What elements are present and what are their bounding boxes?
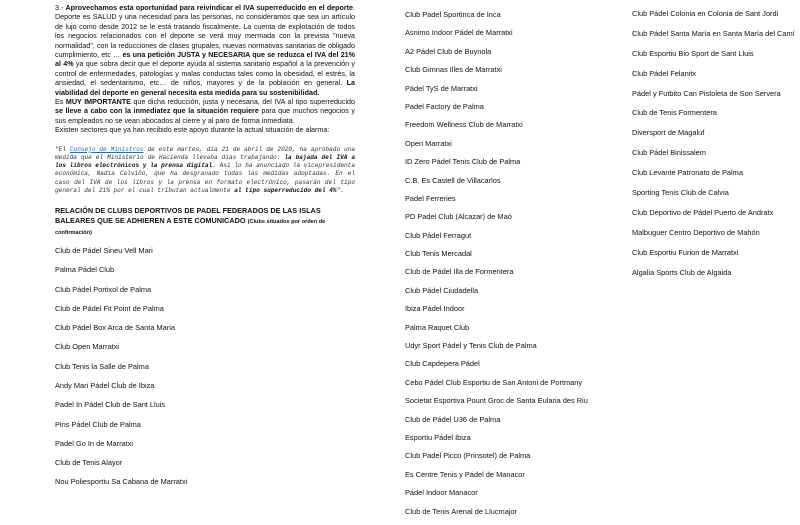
club-list-item: Club Tenis la Salle de Palma — [55, 361, 149, 371]
middle-column — [405, 10, 615, 525]
clubs-section-title — [55, 206, 355, 238]
club-list-column-2 — [405, 10, 615, 525]
club-list-item: Pádel y Futbito Can Pistoleta de Son Servera — [632, 88, 781, 98]
club-list-item: Diversport de Magaluf — [632, 128, 705, 138]
club-list-item: Club Padel Sportinca de Inca — [405, 10, 501, 19]
paragraph-iva-claim — [55, 4, 355, 98]
club-list-item: Cebo Pádel Club Esportiu de San Antoni de Portmany — [405, 377, 583, 387]
consejo-ministros-link[interactable]: Consejo de Ministros — [69, 145, 144, 153]
club-list-item: Club Pádel Box Arca de Santa Maria — [55, 323, 175, 333]
club-list-item: Palma Raquet Club — [405, 322, 470, 332]
club-list-item: Club Pádel Santa María en Santa María del Camí — [632, 28, 795, 38]
bold-run: se lleve a cabo con la inmediatez que la situación requiere — [55, 107, 259, 116]
club-list-item: Club de Tenis Arenal de Llucmajor — [405, 506, 518, 516]
club-list-item: Club Pádel Portixol de Palma — [55, 284, 152, 294]
text-run: . Deporte es SALUD y una necesidad para las personas, no consideramos que sea un artículo de lujo como desde 2012 se le está tratando fiscalmente. La cuenta de explotación de todos los negocios relacionados con el deporte se verá muy mermada con la prevista "nueva normalidad", con la reducciones de clases grupales, nuevas normativas sanitarias de obligado cumplimiento, etc … — [55, 4, 355, 60]
club-list-item: Club de Pádel Sineu Vell Mari — [55, 245, 153, 255]
section-title-text: RELACIÓN DE CLUBS DEPORTIVOS DE PADEL FEDERADOS DE LAS ISLAS BALEARES QUE SE ADHIEREN A ESTE COMUNICADO — [55, 205, 321, 225]
club-list-item: Sporting Tenis Club de Calvia — [632, 188, 729, 198]
paragraph-sectors: Existen sectores que ya han recibido este apoyo durante la actual situación de alarma: — [55, 126, 330, 135]
club-list-item: Club Levante Patronato de Palma — [632, 168, 743, 178]
club-list-column-1 — [55, 246, 355, 497]
club-list-item: Club de Pádel U36 de Palma — [405, 414, 501, 424]
club-list-item: Padel Go In de Marratxi — [55, 438, 134, 448]
club-list-item: Open Marratxi — [405, 138, 452, 148]
club-list-item: Club Open Marratxi — [55, 342, 120, 352]
bold-run: la bajada del IVA a los libros electrónicos y la prensa digital — [55, 153, 355, 170]
section-note: (Clubs situados por orden de confirmación) — [55, 218, 326, 236]
paragraph-importance — [55, 98, 355, 126]
text-run: "El — [55, 145, 70, 153]
club-list-item: C.B. Es Castell de Villacarlos — [405, 175, 501, 185]
club-list-item: Es Centre Tenis y Pádel de Manacor — [405, 469, 525, 479]
club-list-item: Club Pádel Ciudadella — [405, 285, 479, 295]
club-list-item: Club Gimnas Illes de Marratxi — [405, 65, 502, 75]
club-list-item: Ibiza Pádel Indoor — [405, 304, 465, 314]
text-run: ya que sobra decir que el deporte ayuda al sistema sanitario español a la prevención y control de enfermedades, patologías y malas conductas tales como la obesidad, el estrés, la ansiedad, el sedentarismo, etc… de niños, mayores y de la población en general. — [55, 60, 355, 88]
right-column — [632, 9, 800, 287]
club-list-item: Societat Esportiva Pount Groc de Santa Eularia des Riu — [405, 396, 588, 406]
club-list-item: Club Pádel Ferragut — [405, 230, 472, 240]
left-column — [55, 4, 355, 497]
club-list-item: Club Esportiu Bio Sport de Sant Lluis — [632, 48, 754, 58]
bold-run: MUY IMPORTANTE — [65, 98, 131, 107]
club-list-item: Padel Ferreries — [405, 193, 456, 203]
club-list-item: Andy Mari Pádel Club de Ibiza — [55, 380, 155, 390]
club-list-item: Algalia Sports Club de Algaida — [632, 267, 732, 277]
club-list-item: Freedom Wellness Club de Marratxi — [405, 120, 523, 130]
text-run: que dicha reducción, justa y necesaria, del IVA al tipo superreducido — [130, 98, 355, 107]
club-list-item: Club Capdepera Pádel — [405, 359, 480, 369]
club-list-item: Padel In Pádel Club de Sant Lluis — [55, 400, 166, 410]
club-list-item: Esportiu Pádel Ibiza — [405, 432, 471, 442]
club-list-item: Club Deportivo de Pádel Puerto de Andratx — [632, 207, 774, 217]
club-list-column-3 — [632, 9, 800, 287]
club-list-item: Pádel Indoor Manacor — [405, 488, 478, 498]
text-run: . Así lo ha anunciado la vicepresidenta económica, Nadia Calviño, que ha desgranado todas las medidas adoptadas. En el caso del IVA de los libros y la prensa en formato electrónico, pasarán del tipo general del 21% por el cual tributan actualmente — [55, 162, 355, 194]
club-list-item: Nou Poliesportiu Sa Cabana de Marratxi — [55, 477, 188, 487]
club-list-item: Asnimo Indoor Pádel de Marratxi — [405, 28, 513, 38]
club-list-item: Club Pádel Binissalem — [632, 148, 706, 158]
text-run: Es — [55, 98, 66, 107]
club-list-item: A2 Pádel Club de Buynola — [405, 46, 492, 56]
club-list-item: ID Zero Pádel Tenis Club de Palma — [405, 157, 521, 167]
bold-run: al tipo superreducido del 4% — [234, 186, 337, 194]
club-list-item: Pádel TyS de Marratxi — [405, 83, 478, 93]
club-list-item: PD Padel Club (Alcazar) de Maó — [405, 212, 512, 222]
text-run: ". — [336, 186, 344, 194]
club-list-item: Club de Tenis Alayor — [55, 458, 123, 468]
news-quote — [55, 146, 355, 195]
bold-run: es una petición JUSTA y NECESARIA que se reduzca el IVA del 21% al 4% — [55, 51, 355, 69]
club-list-item: Padel Factory de Palma — [405, 101, 484, 111]
club-list-item: Club Padel Picco (Prinsotel) de Palma — [405, 451, 531, 461]
text-run: de este martes, día 21 de abril de 2020, ha aprobado una medida que el Ministerio de Hacienda llevaba días trabajando: — [55, 145, 355, 161]
club-list-item: Club Pádel Felanitx — [632, 68, 697, 78]
bold-run: La viabilidad del deporte en general necesita esta medida para su sostenibilidad. — [55, 79, 355, 97]
text-run: 3.- — [55, 4, 66, 12]
club-list-item: Udyr Sport Pádel y Tenis Club de Palma — [405, 341, 537, 351]
club-list-item: Malbuguer Centro Deportivo de Mahón — [632, 227, 760, 237]
club-list-item: Palma Pádel Club — [55, 265, 115, 275]
club-list-item: Club Esportiu Furion de Marratxi — [632, 247, 739, 257]
text-run: para que muchos negocios y sus empleados no se vean abocados al cierre y al paro de forma inmediata. — [55, 107, 355, 125]
club-list-item: Club de Pádel Illa de Formentera — [405, 267, 514, 277]
club-list-item: Club de Pádel Fit Point de Palma — [55, 303, 164, 313]
bold-run: Aprovechamos esta oportunidad para reivindicar el IVA superreducido en el deporte — [65, 4, 354, 12]
club-list-item: Pins Pádel Club de Palma — [55, 419, 141, 429]
club-list-item: Club de Tenis Formentera — [632, 108, 717, 118]
club-list-item: Club Tenis Mercadal — [405, 249, 472, 259]
club-list-item: Club Pádel Colonia en Colonia de Sant Jordi — [632, 9, 779, 18]
